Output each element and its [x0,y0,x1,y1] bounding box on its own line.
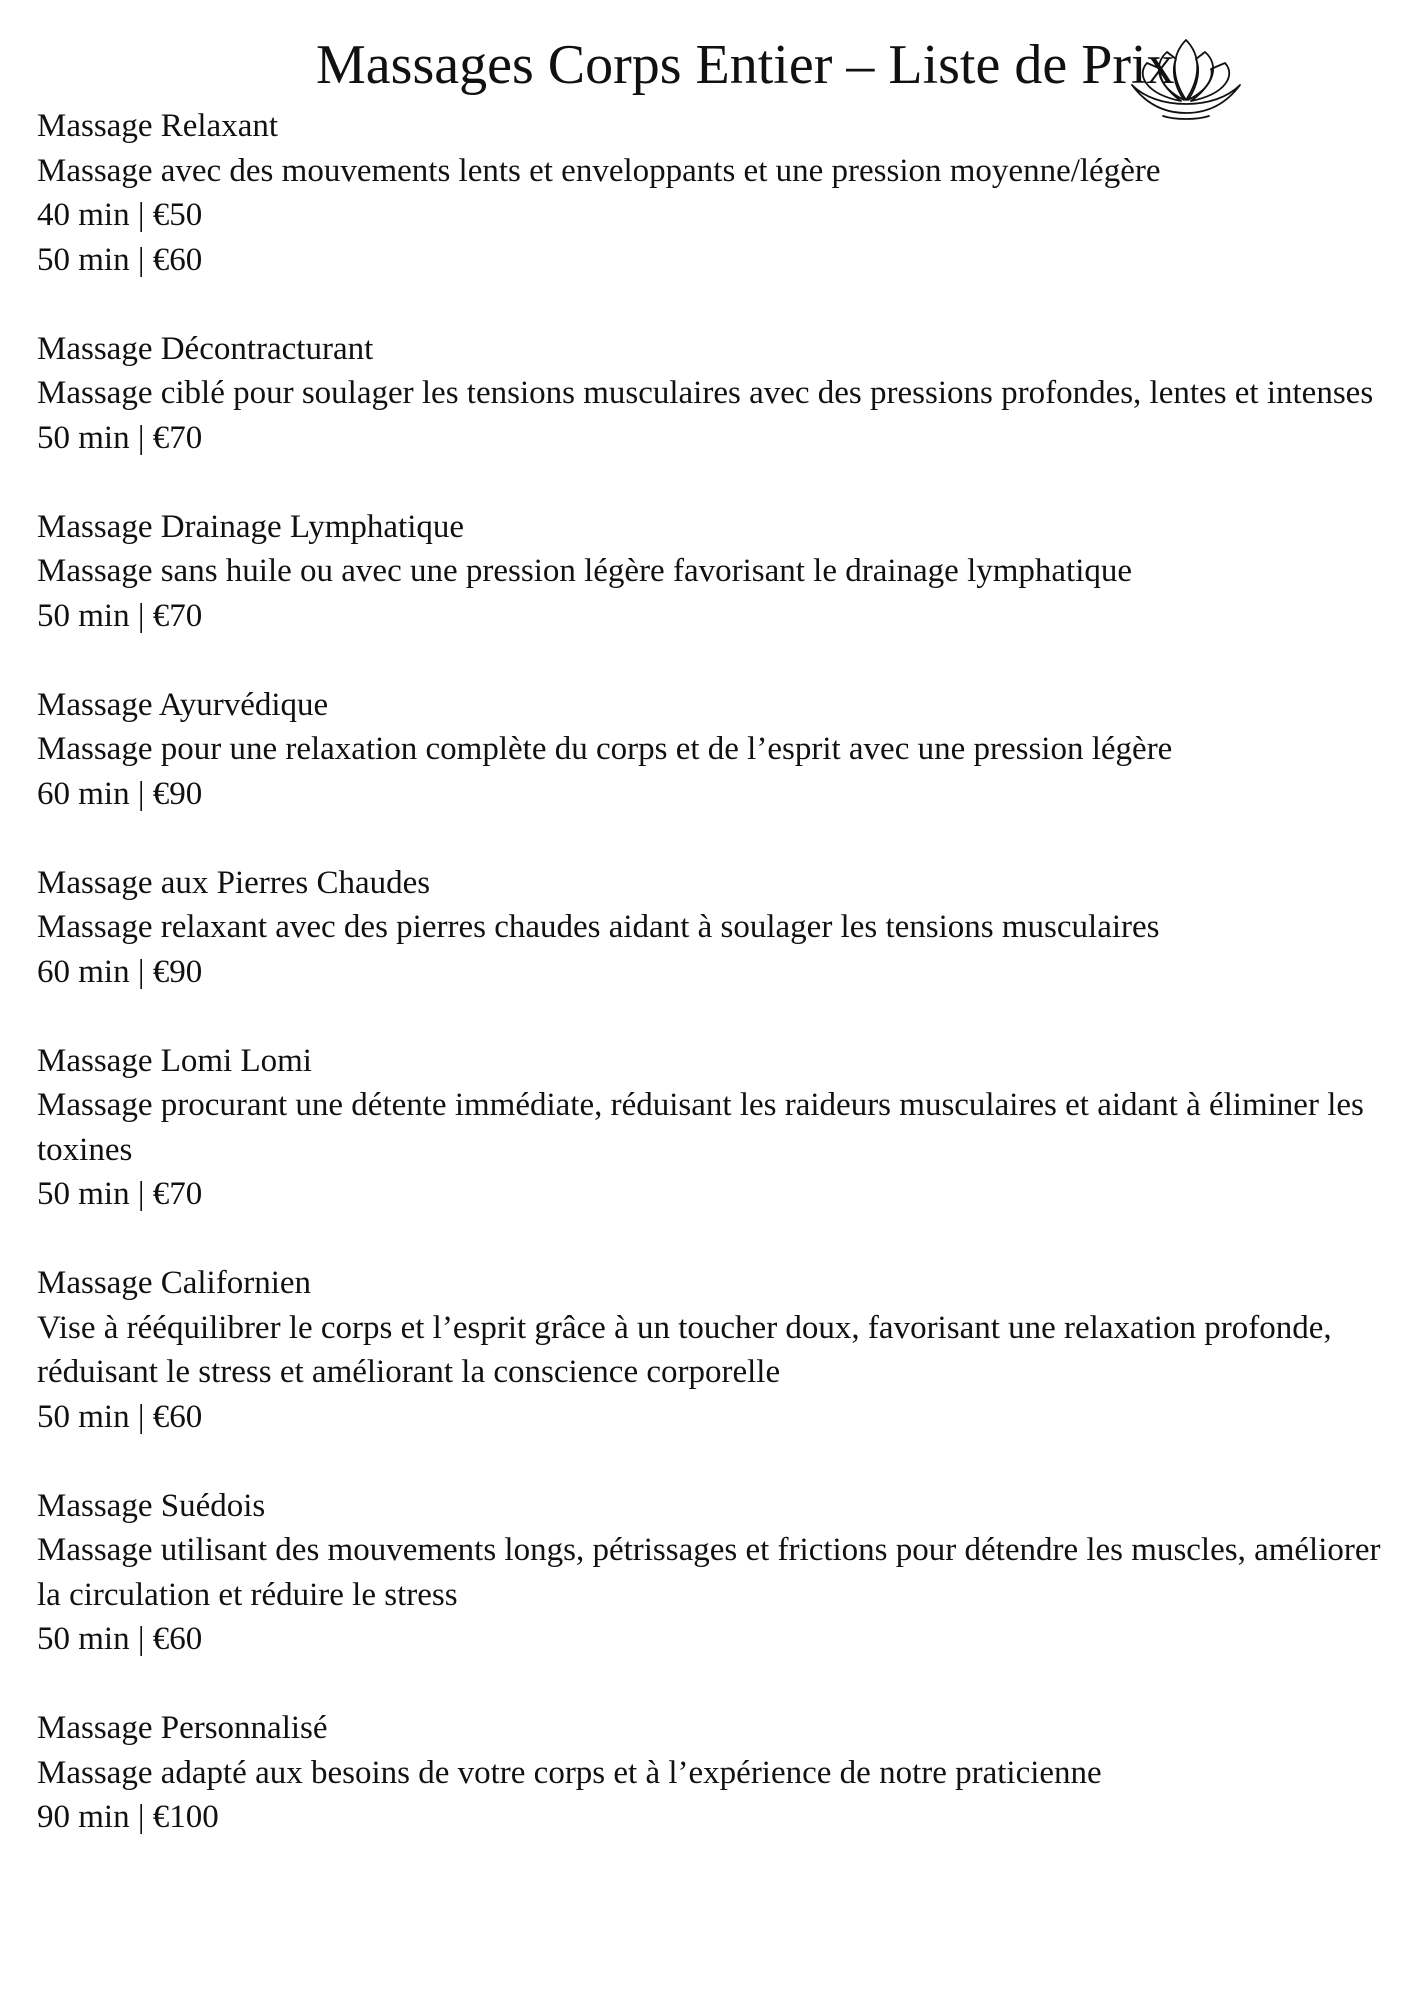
service-list [37,104,1387,1884]
service-name: Massage Drainage Lymphatique [37,508,465,545]
service-description: Massage avec des mouvements lents et enveloppants et une pression moyenne/légère [37,152,1161,189]
document-title: Massages Corps Entier – Liste de Prix [316,34,1175,96]
service-description: Massage sans huile ou avec une pression légère favorisant le drainage lymphatique [37,553,1133,589]
service-item-drainage-lymphatique [37,505,1387,639]
service-item-decontracturant [37,327,1387,461]
service-item-pierres-chaudes [37,861,1387,995]
service-price: 50 min | €60 [37,241,203,278]
service-name: Massage Californien [37,1265,312,1301]
service-name: Massage aux Pierres Chaudes [37,864,431,901]
service-price: 60 min | €90 [37,953,203,990]
service-name: Massage Personnalisé [37,1710,328,1746]
service-item-lomi-lomi [37,1039,1387,1217]
service-item-relaxant [37,104,1387,282]
service-price: 50 min | €70 [37,597,203,634]
service-price: 40 min | €50 [37,197,203,233]
service-item-personnalise [37,1706,1387,1840]
service-price: 50 min | €70 [37,1176,203,1212]
service-price: 50 min | €60 [37,1621,203,1657]
service-name: Massage Relaxant [37,108,279,144]
service-item-californien [37,1261,1387,1439]
service-description: Massage adapté aux besoins de votre corps et à l’expérience de notre praticienne [37,1754,1102,1791]
service-name: Massage Lomi Lomi [37,1042,312,1079]
service-name: Massage Ayurvédique [37,686,329,723]
service-item-ayurvedique [37,683,1387,817]
service-description: Massage relaxant avec des pierres chaudes aidant à soulager les tensions musculaires [37,909,1160,945]
service-description: Massage utilisant des mouvements longs, pétrissages et frictions pour détendre les muscles, améliorer la circulation et réduire le stress [37,1532,1381,1613]
service-price: 50 min | €60 [37,1398,203,1435]
service-description: Massage ciblé pour soulager les tensions musculaires avec des pressions profondes, lentes et intenses [37,375,1374,411]
service-description: Massage pour une relaxation complète du corps et de l’esprit avec une pression légère [37,731,1173,767]
service-price: 90 min | €100 [37,1799,219,1835]
service-description: Vise à rééquilibrer le corps et l’esprit grâce à un toucher doux, favorisant une relaxation profonde, réduisant le stress et améliorant la conscience corporelle [37,1309,1332,1390]
service-item-suedois [37,1484,1387,1662]
service-name: Massage Suédois [37,1487,266,1524]
service-price: 50 min | €70 [37,419,203,456]
service-name: Massage Décontracturant [37,330,374,367]
service-description: Massage procurant une détente immédiate, réduisant les raideurs musculaires et aidant à éliminer les toxines [37,1087,1364,1168]
service-price: 60 min | €90 [37,775,203,812]
